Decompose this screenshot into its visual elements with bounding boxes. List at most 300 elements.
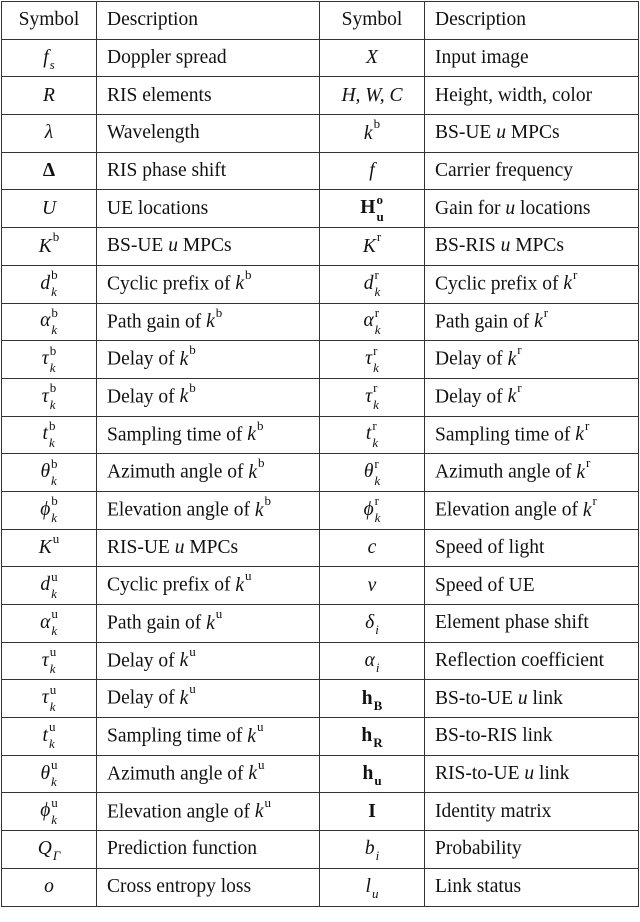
math-scripts	[374, 493, 381, 526]
math-symbol	[365, 380, 379, 413]
math-symbol	[507, 379, 522, 408]
subscript: k	[51, 623, 58, 639]
description-text: Link status	[435, 876, 522, 898]
math-symbol	[365, 342, 379, 375]
subscript: k	[48, 434, 55, 450]
math-base: k	[363, 122, 373, 144]
symbol-cell	[2, 228, 97, 266]
description-cell	[97, 718, 320, 756]
math-symbol	[364, 838, 380, 864]
superscript: r	[584, 417, 590, 433]
description-text: Sampling time of	[107, 725, 248, 747]
symbol-cell	[320, 303, 425, 341]
subscript: s	[49, 56, 55, 72]
subscript: k	[51, 284, 57, 300]
description-cell	[97, 793, 320, 831]
description-cell	[97, 190, 320, 228]
math-scripts	[189, 681, 196, 697]
symbol-cell	[2, 77, 97, 115]
math-symbol	[247, 719, 264, 747]
symbol-cell	[2, 680, 97, 718]
superscript: b	[51, 304, 58, 320]
math-scripts	[375, 659, 380, 675]
math-scripts	[586, 455, 591, 471]
description-cell	[425, 228, 639, 266]
description-cell	[425, 341, 639, 379]
description-text: Delay of	[107, 348, 180, 370]
math-base: u	[500, 235, 511, 257]
math-base: k	[247, 424, 256, 446]
description-text: Probability	[435, 838, 522, 860]
math-scripts	[376, 191, 384, 224]
symbol-cell	[2, 416, 97, 454]
symbol-cell	[320, 454, 425, 492]
math-symbol	[206, 304, 223, 333]
math-base: H	[360, 197, 376, 219]
math-base: τ	[41, 385, 49, 407]
subscript: k	[374, 472, 381, 488]
superscript: u	[51, 757, 58, 773]
math-symbol	[360, 191, 384, 224]
math-symbol	[368, 575, 377, 596]
math-scripts	[245, 568, 252, 584]
math-scripts	[189, 342, 196, 358]
math-symbol	[37, 838, 61, 864]
description-cell	[425, 567, 639, 605]
symbol-cell	[320, 265, 425, 303]
description-text: Doppler spread	[107, 47, 227, 69]
math-base: k	[576, 461, 585, 483]
math-symbol	[38, 530, 60, 559]
table-row	[2, 680, 639, 718]
math-base: α	[363, 310, 374, 332]
description-text: locations	[515, 197, 591, 219]
math-base: H, W, C	[341, 84, 403, 106]
description-text: Cyclic prefix of	[107, 574, 236, 596]
math-symbol	[40, 267, 58, 300]
description-cell	[97, 831, 320, 869]
superscript: u	[245, 568, 252, 584]
description-text: Wavelength	[107, 122, 200, 144]
header-row	[2, 2, 639, 40]
math-symbol	[248, 455, 265, 483]
math-scripts	[51, 455, 58, 488]
math-symbol	[42, 719, 56, 752]
math-scripts	[376, 229, 382, 245]
math-symbol	[576, 455, 591, 483]
math-base: t	[365, 423, 372, 445]
description-text: Speed of UE	[435, 574, 535, 596]
math-base: ϕ	[40, 498, 51, 520]
math-base: δ	[365, 612, 375, 634]
math-symbol	[368, 537, 377, 558]
description-text: Identity matrix	[435, 800, 552, 822]
math-base: v	[367, 574, 377, 596]
math-base: k	[575, 424, 584, 446]
math-symbol	[362, 763, 382, 788]
description-cell	[425, 491, 639, 529]
math-symbol	[534, 304, 549, 333]
description-cell	[425, 454, 639, 492]
math-symbol	[363, 493, 381, 526]
description-text: Cyclic prefix of	[107, 273, 236, 295]
math-base: U	[41, 197, 57, 219]
symbol-cell	[2, 115, 97, 153]
description-text: Element phase shift	[435, 612, 589, 634]
superscript: r	[376, 229, 382, 245]
math-base: I	[368, 800, 376, 822]
symbol-cell	[2, 39, 97, 77]
description-cell	[97, 454, 320, 492]
math-scripts	[373, 342, 379, 375]
math-base: K	[38, 537, 52, 559]
header-symbol: Symbol	[2, 2, 97, 40]
symbol-cell	[2, 755, 97, 793]
math-base: h	[362, 763, 374, 785]
math-symbol	[175, 537, 185, 558]
description-cell	[425, 529, 639, 567]
math-base: o	[44, 876, 54, 898]
math-scripts	[49, 56, 55, 72]
math-scripts	[371, 886, 379, 902]
superscript: r	[374, 493, 379, 509]
symbol-cell	[320, 793, 425, 831]
math-scripts	[51, 606, 58, 639]
symbol-cell	[2, 567, 97, 605]
math-scripts	[374, 772, 382, 788]
symbol-cell	[2, 868, 97, 906]
symbol-cell	[320, 491, 425, 529]
symbol-cell	[2, 718, 97, 756]
subscript: k	[48, 736, 55, 752]
description-cell	[425, 265, 639, 303]
math-symbol	[179, 342, 196, 370]
subscript: u	[371, 886, 379, 902]
superscript: r	[373, 342, 378, 358]
math-symbol	[362, 229, 382, 257]
description-cell	[97, 378, 320, 416]
description-cell	[425, 39, 639, 77]
math-scripts	[264, 794, 271, 811]
description-text: Delay of	[435, 348, 508, 370]
math-base: u	[174, 536, 185, 558]
math-symbol	[363, 304, 381, 337]
description-cell	[425, 831, 639, 869]
table-row	[2, 868, 639, 906]
math-base: k	[582, 499, 592, 521]
table-row	[2, 454, 639, 492]
math-scripts	[51, 304, 58, 337]
description-cell	[97, 265, 320, 303]
description-cell	[97, 567, 320, 605]
math-base: θ	[363, 461, 374, 483]
math-base: α	[364, 650, 375, 672]
math-symbol	[179, 643, 196, 672]
symbol-cell	[320, 341, 425, 379]
math-scripts	[592, 493, 597, 509]
table-row	[2, 77, 639, 115]
table-row	[2, 718, 639, 756]
description-text: Azimuth angle of	[107, 461, 249, 483]
math-base: Q	[37, 838, 52, 860]
description-cell	[97, 605, 320, 643]
math-base: α	[40, 611, 51, 633]
superscript: u	[215, 606, 223, 622]
superscript: r	[517, 342, 522, 358]
symbol-cell	[320, 378, 425, 416]
subscript: i	[375, 848, 380, 864]
subscript: k	[374, 510, 381, 526]
description-cell	[97, 642, 320, 680]
math-base: b	[364, 838, 375, 860]
symbol-cell	[2, 831, 97, 869]
math-symbol	[496, 122, 506, 143]
math-symbol	[361, 687, 383, 713]
superscript: r	[374, 304, 380, 320]
description-text: Height, width, color	[435, 84, 593, 106]
symbol-cell	[320, 642, 425, 680]
math-base: k	[206, 311, 215, 333]
math-base: k	[179, 650, 189, 672]
math-base: k	[179, 348, 189, 370]
description-text: BS-UE	[107, 235, 169, 257]
math-symbol	[45, 122, 53, 143]
math-symbol	[44, 876, 54, 897]
math-symbol	[254, 794, 271, 823]
superscript: o	[376, 191, 383, 207]
description-text: Sampling time of	[107, 424, 248, 446]
math-base: ϕ	[363, 498, 374, 520]
superscript: b	[49, 380, 57, 396]
math-base: k	[206, 612, 215, 634]
superscript: b	[51, 267, 58, 283]
math-symbol	[366, 47, 378, 68]
description-cell	[97, 115, 320, 153]
math-scripts	[573, 266, 578, 283]
math-base: h	[361, 725, 373, 747]
description-cell	[425, 378, 639, 416]
math-symbol	[524, 763, 534, 784]
math-base: d	[363, 272, 374, 294]
math-symbol	[179, 379, 196, 408]
table-row	[2, 228, 639, 266]
math-scripts	[51, 794, 58, 827]
description-cell	[97, 491, 320, 529]
math-symbol	[254, 493, 271, 521]
math-base: k	[235, 574, 244, 596]
math-symbol	[38, 229, 60, 257]
math-scripts	[215, 304, 223, 321]
math-scripts	[49, 644, 57, 677]
math-base: l	[365, 876, 371, 898]
math-scripts	[584, 417, 590, 434]
description-cell	[425, 115, 639, 153]
description-cell	[97, 868, 320, 906]
math-base: k	[247, 725, 256, 747]
symbol-cell	[2, 152, 97, 190]
subscript: k	[51, 510, 58, 526]
math-scripts	[51, 757, 58, 790]
math-scripts	[517, 379, 522, 396]
description-text: MPCs	[505, 122, 560, 144]
subscript: k	[374, 284, 381, 300]
description-cell	[425, 755, 639, 793]
math-symbol	[42, 198, 56, 219]
description-text: Azimuth angle of	[107, 763, 249, 785]
math-scripts	[258, 455, 265, 471]
symbol-cell	[320, 77, 425, 115]
superscript: b	[256, 417, 264, 433]
table-row	[2, 605, 639, 643]
math-base: ϕ	[40, 800, 51, 822]
header-description: Description	[97, 2, 320, 40]
table-row	[2, 831, 639, 869]
math-scripts	[51, 568, 58, 601]
superscript: u	[51, 568, 58, 584]
math-symbol	[361, 725, 383, 751]
math-scripts	[373, 380, 379, 413]
math-symbol	[235, 568, 252, 596]
description-text: Input image	[435, 47, 529, 69]
math-base: θ	[40, 762, 51, 784]
description-text: BS-to-UE	[435, 687, 518, 709]
math-symbol	[247, 417, 264, 446]
subscript: i	[375, 659, 380, 675]
math-symbol	[41, 380, 57, 413]
description-cell	[97, 303, 320, 341]
math-symbol	[365, 612, 379, 638]
superscript: u	[258, 756, 265, 772]
symbol-cell	[2, 303, 97, 341]
math-base: α	[40, 310, 51, 332]
math-symbol	[365, 417, 379, 450]
description-cell	[425, 793, 639, 831]
math-scripts	[48, 719, 56, 752]
description-text: Path gain of	[107, 311, 207, 333]
description-text: Speed of light	[435, 536, 545, 558]
table-row	[2, 152, 639, 190]
table-row	[2, 378, 639, 416]
math-symbol	[363, 455, 381, 488]
description-cell	[97, 39, 320, 77]
description-text: Cross entropy loss	[107, 876, 252, 898]
math-base: k	[235, 273, 244, 295]
description-cell	[425, 152, 639, 190]
math-symbol	[363, 116, 381, 144]
symbol-cell	[2, 491, 97, 529]
description-text: BS-RIS	[435, 235, 501, 257]
math-symbol	[179, 681, 196, 709]
description-text: Elevation angle of	[107, 499, 255, 521]
superscript: r	[374, 455, 379, 471]
table-row	[2, 416, 639, 454]
math-symbol	[368, 801, 376, 822]
math-scripts	[49, 681, 57, 714]
math-scripts	[372, 417, 379, 450]
description-cell	[425, 718, 639, 756]
math-base: k	[254, 801, 264, 823]
math-base: u	[524, 763, 535, 785]
superscript: b	[215, 304, 223, 320]
superscript: u	[189, 643, 196, 659]
math-symbol	[582, 493, 597, 521]
symbol-cell	[2, 190, 97, 228]
table-row	[2, 567, 639, 605]
description-cell	[97, 680, 320, 718]
subscript: k	[49, 397, 56, 413]
superscript: r	[592, 493, 597, 509]
math-symbol	[43, 160, 55, 181]
math-symbol	[41, 681, 57, 714]
symbol-cell	[320, 529, 425, 567]
subscript: k	[51, 585, 57, 601]
math-scripts	[375, 622, 379, 638]
description-text: RIS-UE	[107, 536, 175, 558]
table-row	[2, 115, 639, 153]
description-text: Azimuth angle of	[435, 461, 577, 483]
math-base: K	[38, 235, 52, 257]
math-base: τ	[365, 385, 373, 407]
symbol-cell	[2, 642, 97, 680]
math-base: k	[254, 499, 264, 521]
math-base: k	[563, 273, 572, 295]
math-base: X	[366, 47, 378, 69]
math-base: λ	[44, 122, 54, 144]
math-scripts	[51, 493, 58, 526]
superscript: u	[189, 681, 196, 697]
symbol-cell	[320, 605, 425, 643]
math-base: R	[43, 84, 55, 106]
symbol-cell	[320, 831, 425, 869]
description-cell	[425, 77, 639, 115]
math-base: k	[248, 461, 257, 483]
description-cell	[425, 680, 639, 718]
math-base: k	[507, 348, 517, 370]
table-row	[2, 341, 639, 379]
description-text: BS-to-RIS link	[435, 725, 553, 747]
math-symbol	[341, 85, 402, 106]
math-base: d	[40, 272, 51, 294]
symbol-cell	[320, 39, 425, 77]
description-cell	[425, 190, 639, 228]
symbol-table	[1, 1, 639, 907]
math-base: t	[42, 423, 48, 445]
math-base: u	[168, 235, 178, 257]
symbol-cell	[2, 378, 97, 416]
symbol-cell	[2, 341, 97, 379]
math-symbol	[501, 235, 511, 256]
superscript: r	[372, 417, 377, 433]
math-base: k	[179, 687, 189, 709]
table-row	[2, 642, 639, 680]
math-symbol	[365, 876, 379, 902]
description-text: MPCs	[510, 235, 564, 257]
symbol-cell	[320, 115, 425, 153]
symbol-cell	[320, 190, 425, 228]
math-base: τ	[365, 348, 373, 369]
math-scripts	[51, 267, 58, 300]
math-symbol	[40, 455, 58, 488]
math-symbol	[575, 417, 590, 446]
superscript: b	[189, 342, 196, 358]
superscript: r	[586, 455, 591, 471]
superscript: b	[373, 116, 381, 132]
math-scripts	[215, 606, 223, 622]
superscript: b	[189, 379, 196, 395]
description-cell	[425, 416, 639, 454]
symbol-cell	[320, 416, 425, 454]
math-symbol	[40, 493, 58, 526]
